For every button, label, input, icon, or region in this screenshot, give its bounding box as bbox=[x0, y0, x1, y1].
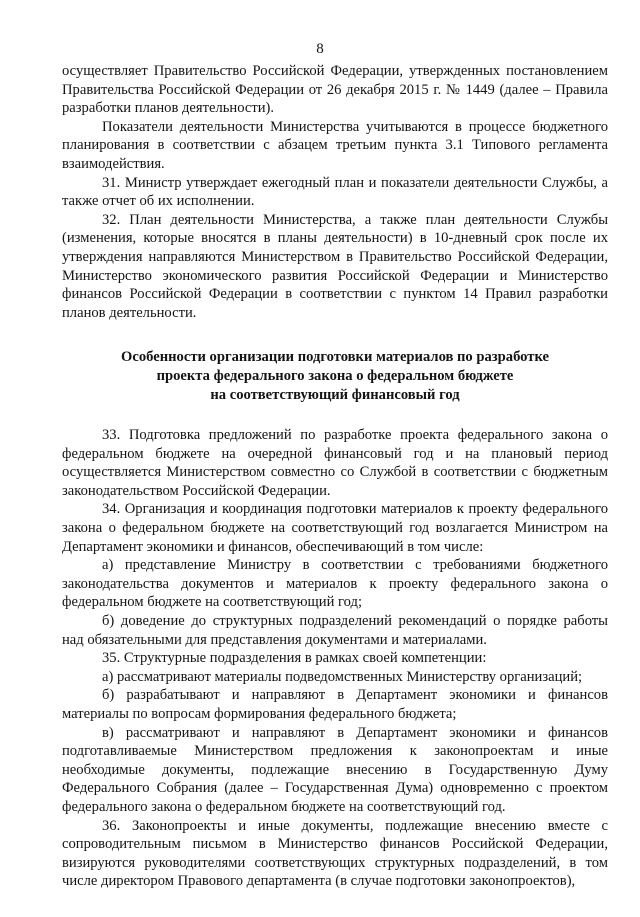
document-body bbox=[62, 62, 608, 891]
paragraph-34: 34. Организация и координация подготовки материалов к проекту федерального закона о федеральном бюджете на соответствующий год возлагается Министром на Департамент экономики и финансов, обеспечивающий в том числе: bbox=[62, 501, 608, 555]
paragraph-35b: б) разрабатывают и направляют в Департамент экономики и финансов материалы по вопросам формирования федерального бюджета; bbox=[62, 687, 608, 722]
paragraph-35c: в) рассматривают и направляют в Департамент экономики и финансов подготавливаемые Министерством предложения к законопроектам и иные необходимые документы, подлежащие внесению в Государственную Думу Федерального Собрания (далее – Государственная Дума) одновременно с проектом федерального закона о федеральном бюджете на соответствующий год. bbox=[62, 724, 608, 815]
paragraph-35a: а) рассматривают материалы подведомственных Министерству организаций; bbox=[102, 668, 583, 685]
paragraph-31: 31. Министр утверждает ежегодный план и показатели деятельности Службы, а также отчет об их исполнении. bbox=[62, 174, 608, 210]
section-heading-line-2: проекта федерального закона о федеральном бюджете bbox=[156, 367, 514, 384]
section-heading-line-1: Особенности организации подготовки материалов по разработке bbox=[121, 349, 549, 366]
paragraph-33: 33. Подготовка предложений по разработке проекта федерального закона о федеральном бюджете на очередной финансовый год и на плановый период осуществляется Министерством совместно со Службой в соответствии с бюджетным законодательством Российской Федерации. bbox=[62, 427, 608, 499]
paragraph-32: 32. План деятельности Министерства, а также план деятельности Службы (изменения, которые вносятся в планы деятельности) в 10-дневный срок после их утверждения направляются Министерством в Правительство Российской Федерации, Министерство экономического развития Российской Федерации и Министерство финансов Российской Федерации в соответствии с пунктом 14 Правил разработки планов деятельности. bbox=[62, 211, 608, 321]
paragraph-continuation: осуществляет Правительство Российской Федерации, утвержденных постановлением Правительства Российской Федерации от 26 декабря 2015 г. № 1449 (далее – Правила разработки планов деятельности). bbox=[62, 63, 608, 117]
paragraph-34a: а) представление Министру в соответствии с требованиями бюджетного законодательства документов и материалов к проекту федерального закона о федеральном бюджете на соответствующий год; bbox=[62, 557, 608, 611]
paragraph-indicators: Показатели деятельности Министерства учитываются в процессе бюджетного планирования в соответствии с абзацем третьим пункта 3.1 Типового регламента взаимодействия. bbox=[62, 118, 608, 172]
section-heading-line-3: на соответствующий финансовый год bbox=[210, 386, 460, 403]
paragraph-36: 36. Законопроекты и иные документы, подлежащие внесению вместе с сопроводительным письмом в Министерство финансов Российской Федерации, визируются руководителями соответствующих структурных подразделений, в том числе директором Правового департамента (в случае подготовки законопроектов), bbox=[62, 817, 608, 890]
paragraph-34b: б) доведение до структурных подразделений рекомендаций о порядке работы над обязательными для представления документами и материалами. bbox=[62, 613, 608, 648]
paragraph-35: 35. Структурные подразделения в рамках своей компетенции: bbox=[102, 650, 487, 667]
section-heading bbox=[62, 348, 608, 404]
page-number: 8 bbox=[316, 41, 324, 57]
